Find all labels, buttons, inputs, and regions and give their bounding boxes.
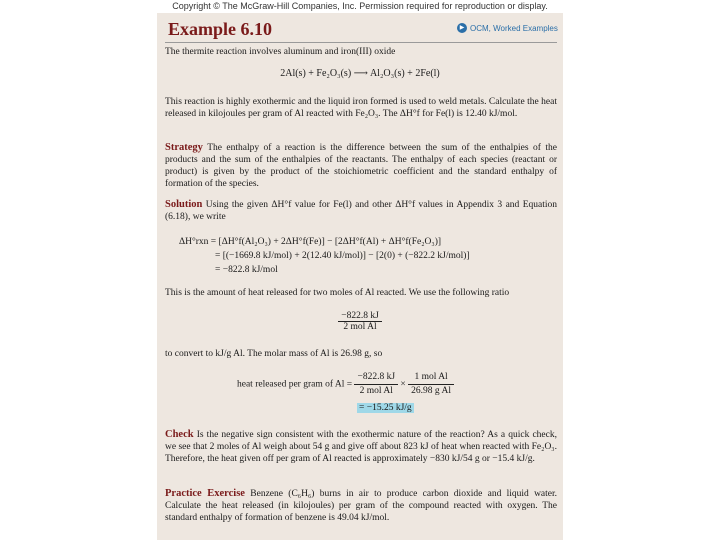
strategy-heading: Strategy [165,142,203,153]
enthalpy-equation-line-3: = −822.8 kJ/mol [215,265,278,275]
practice-text: Benzene (C₆H₆) burns in air to produce carbon dioxide and liquid water. Calculate the heat released (in kilojoules) per gram of the compound reacted with oxygen. The standard enthalpy of formation of benzene is 49.04 kJ/mol. [165,489,558,523]
strategy-paragraph [165,142,557,190]
ratio-numerator: −822.8 kJ [338,311,382,322]
solution-paragraph [165,199,557,223]
heat-label: heat released per gram of Al = [237,379,353,390]
check-paragraph [165,429,557,465]
problem-text: This reaction is highly exothermic and the liquid iron formed is used to weld metals. Calculate the heat released in kilojoules per gram of Al reacted with Fe₂O₃. The ΔH°f for Fe(l) is 12.40 kJ/mol. [165,97,557,119]
result-highlight: = −15.25 kJ/g [359,403,412,413]
solution-heading: Solution [165,199,203,210]
convert-text: to convert to kJ/g Al. The molar mass of Al is 26.98 g, so [165,349,383,359]
heat-calculation [237,371,454,398]
strategy-text: The enthalpy of a reaction is the difference between the sum of the enthalpies of the products and the sum of the enthalpies of the reactants. The enthalpy of each species (reactant or product) is given by the product of the stoichiometric coefficient and the standard enthalpy of formation of the species. [165,143,557,189]
ratio-fraction [157,311,563,332]
worked-examples-badge[interactable] [457,23,558,33]
check-heading: Check [165,429,194,440]
frac2-denominator: 26.98 g Al [411,386,451,396]
play-icon: ▶ [457,23,467,33]
frac1-numerator: −822.8 kJ [354,371,398,385]
ratio-denominator: 2 mol Al [343,322,377,332]
badge-label: OCM, Worked Examples [470,23,558,33]
frac2-numerator: 1 mol Al [408,371,454,385]
example-title: Example 6.10 [168,19,273,39]
intro-text: The thermite reaction involves aluminum and iron(III) oxide [165,47,396,57]
enthalpy-equation-line-2: = [(−1669.8 kJ/mol) + 2(12.40 kJ/mol)] − [2(0) + (−822.2 kJ/mol)] [215,251,470,261]
heat-result [357,402,414,415]
check-text: Is the negative sign consistent with the exothermic nature of the reaction? As a quick check, we see that 2 moles of Al weigh about 54 g and give off about 823 kJ of heat when reacted with Fe₂O₃. Therefore, the heat given off per gram of Al reacted is approximately −830 kJ/54 g or −15.4 kJ/g. [165,430,557,464]
textbook-page [157,13,563,540]
reaction-equation: 2Al(s) + Fe₂O₃(s) ⟶ Al₂O₃(s) + 2Fe(l) [280,68,440,79]
solution-text: Using the given ΔH°f value for Fe(l) and other ΔH°f values in Appendix 3 and Equation (6.18), we write [165,200,557,222]
times-sign: × [400,379,406,390]
copyright-notice: Copyright © The McGraw-Hill Companies, Inc. Permission required for reproduction or display. [172,1,548,11]
frac1-denominator: 2 mol Al [359,386,393,396]
title-divider [165,42,557,43]
amount-text: This is the amount of heat released for two moles of Al reacted. We use the following ratio [165,288,510,298]
practice-paragraph [165,488,557,524]
enthalpy-equation-line-1: ΔH°rxn = [ΔH°f(Al₂O₃) + 2ΔH°f(Fe)] − [2ΔH°f(Al) + ΔH°f(Fe₂O₃)] [179,237,442,247]
practice-heading: Practice Exercise [165,488,245,499]
